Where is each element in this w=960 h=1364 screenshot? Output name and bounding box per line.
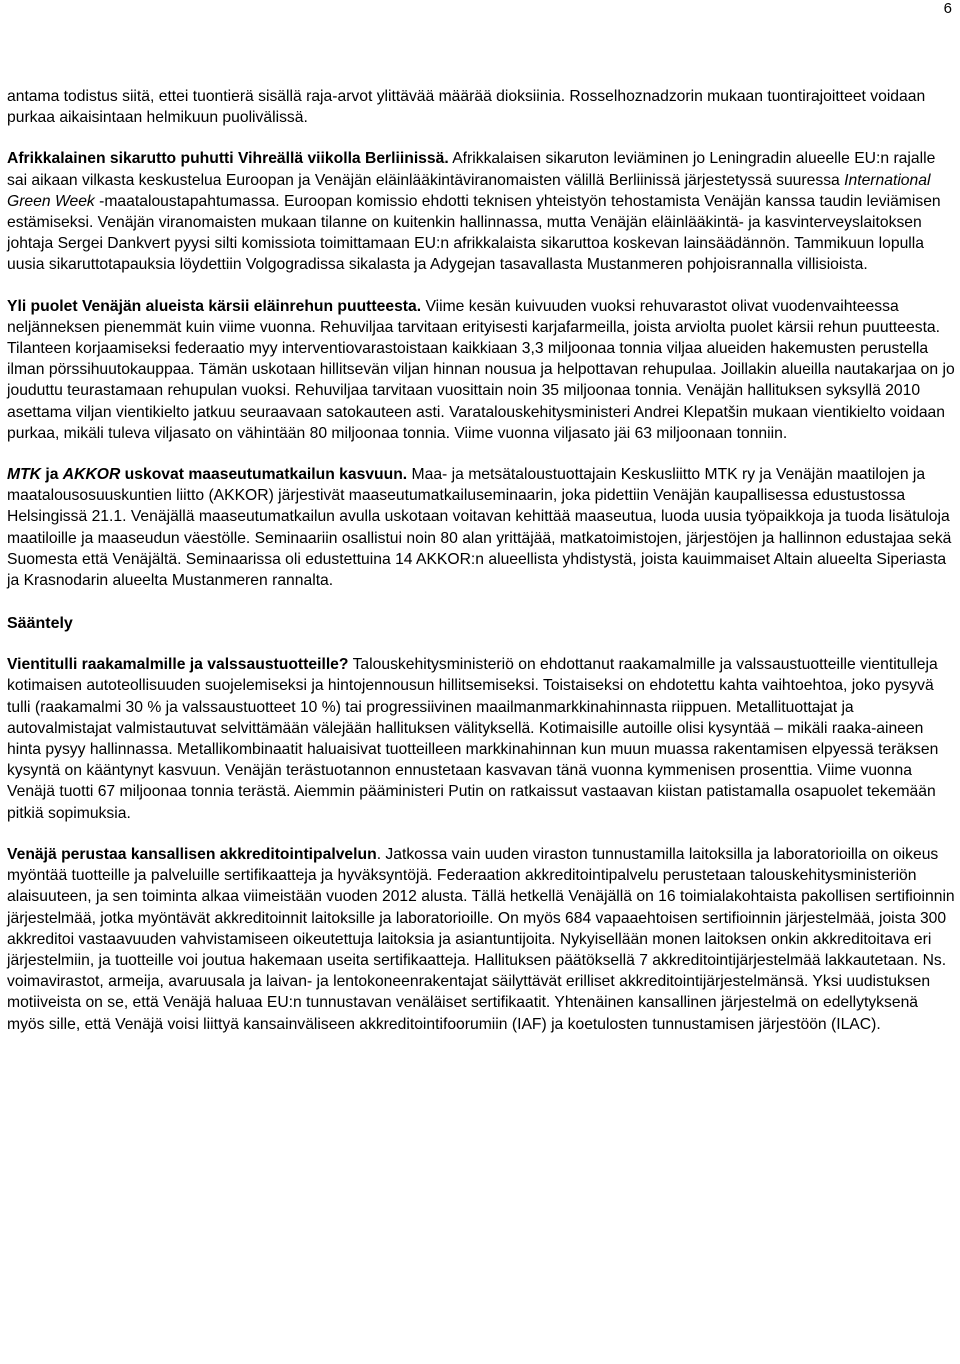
paragraph-text: -maataloustapahtumassa. Euroopan komissio ehdotti teknisen yhteistyön tehostamista Venäjän kanssa taudin leviämisen estämiseksi. Venäjän viranomaisten mukaan tilanne on kuitenkin hallinnassa, mutta Venäjän eläinlääkintä- ja kasvinterveyslaitoksen johtaja Sergei Dankvert pyysi silti komissiota toimittamaan EU:n afrikkalaista sikaruttoa koskevan lainsäädännön. Tammikuun lopulla uusia sikaruttotapauksia löydettiin Volgogradissa sikalasta ja Adygejan tasavallasta Mustanmeren pohjoisrannalla villisioista. [7, 192, 941, 274]
section-heading: Sääntely [7, 615, 73, 633]
paragraph-export-duty [7, 654, 955, 824]
paragraph-feed-shortage [7, 296, 955, 444]
event-name: International Green Week [7, 171, 931, 210]
document-body [7, 86, 955, 1035]
paragraph-heading: Yli puolet Venäjän alueista kärsii eläinrehun puutteesta. [7, 297, 422, 315]
paragraph-text: Afrikkalaisen sikaruton leviäminen jo Leningradin alueelle EU:n rajalle sai aikaan vilkasta keskustelua Euroopan ja Venäjän eläinlääkintäviranomaisten välillä Berliinissä järjestetyssä suuressa [7, 150, 936, 189]
paragraph-text: Viime kesän kuivuuden vuoksi rehuvarastot olivat vuodenvaihteessa neljänneksen pienemmät kuin viime vuonna. Rehuviljaa tarvitaan erityisesti karjafarmeilla, joista arviolta puolet kärsii rehun puutteesta. Tilanteen korjaamiseksi federaatio myy interventiovarastoistaan kaikkiaan 3,3 miljoonaa tonnia viljaa alueiden hakemusten perustella ilman pörssihuutokauppaa. Tämän uskotaan hillitsevän viljan hinnan nousua ja helpottavan rehupulaa. Joillakin alueilla nautakarjaa on jo jouduttu teurastamaan rehupulan vuoksi. Rehuviljaa tarvitaan vuosittain noin 35 miljoonaa tonnia. Venäjän hallituksen syksyllä 2010 asettama viljan vientikielto jatkuu seuraavaan satokauteen asti. Varatalouskehitysministeri Andrei Klepatšin mukaan vientikielto voidaan purkaa, mikäli tuleva viljasato on vähintään 80 miljoonaa tonnia. Viime vuonna viljasato jäi 63 miljoonaan tonniin. [7, 297, 955, 442]
org-name-mtk: MTK [7, 466, 41, 484]
paragraph-rural-tourism [7, 464, 955, 591]
paragraph-heading: Afrikkalainen sikarutto puhutti Vihreällä viikolla Berliinissä. [7, 150, 449, 168]
paragraph-text: . Jatkossa vain uuden viraston tunnustamilla laitoksilla ja laboratorioilla on oikeus myöntää tuotteille ja palveluille sertifikaatteja ja hyväksyntöjä. Federaation akkreditointipalvelu perustetaan talouskehitysministeriön alaisuuteen, ja sen toiminta alkaa viimeistään vuoden 2012 alusta. Tällä hetkellä Venäjällä on 16 toimialakohtaista pakollisen sertifioinnin järjestelmää, jotka myöntävät akkreditoinnit laitoksille ja laboratorioille. On myös 684 vapaaehtoisen sertifioinnin järjestelmää, joista 300 akkreditoi vastaavuuden vahvistamiseen oikeutettuja laitoksia ja asiantuntijoita. Nykyisellään monen laitoksen onkin akkreditoitava eri järjestelmiin, ja tuotteille voi joutua hakemaan useita sertifikaatteja. Hallituksen päätöksellä 7 akkreditointijärjestelmää lakkautetaan. Ns. voimavirastot, armeija, avaruusala ja laivan- ja lentokoneenrakentajat säilyttävät erilliset akkreditointijärjestelmänsä. Yksi uudistuksen motiiveista on se, että Venäjä haluaa EU:n tunnustavan venäläiset sertifikaatit. Yhtenäinen kansallinen järjestelmä on edellytyksenä myös sille, että Venäjä voisi liittyä kansainväliseen akkreditointifoorumiin (IAF) ja koetulosten tunnustamisen järjestöön (ILAC). [7, 845, 955, 1033]
org-name-akkor: AKKOR [62, 466, 121, 484]
paragraph-accreditation [7, 844, 955, 1035]
paragraph-heading: Venäjä perustaa kansallisen akkreditointipalvelun [7, 845, 377, 863]
paragraph-text: Maa- ja metsätaloustuottajain Keskusliitto MTK ry ja Venäjän maatilojen ja maatalousosuuskuntien liitto (AKKOR) järjestivät maaseutumatkailuseminaarin, joka pidettiin Venäjän kaupallisessa edustustossa Helsingissä 21.1. Venäjällä maaseutumatkailun avulla uskotaan voitavan kehittää maaseutua, luoda uusia työpaikkoja ja tuoda lisätuloja maatiloille ja maaseudun väestölle. Seminaariin osallistui noin 80 alan yrittäjää, matkatoimistojen, järjestöjen ja hallinnon edustajaa sekä Suomesta että Venäjältä. Seminaarissa oli edustettuina 14 AKKOR:n alueellista yhdistystä, joista kauimmaiset Altain alueelta Siperiasta ja Krasnodarin alueelta Mustanmeren rannalta. [7, 466, 952, 590]
paragraph-heading: Vientitulli raakamalmille ja valssaustuotteille? [7, 656, 349, 674]
paragraph-swine-fever [7, 148, 955, 275]
paragraph-dioxin: antama todistus siitä, ettei tuontierä sisällä raja-arvot ylittävää määrää dioksiinia. Rosselhoznadzorin mukaan tuontirajoitteet voidaan purkaa aikaisintaan helmikuun puolivälissä. [7, 88, 926, 127]
page-number: 6 [943, 0, 952, 17]
paragraph-heading: uskovat maaseutumatkailun kasvuun. [120, 466, 408, 484]
paragraph-heading: ja [40, 466, 63, 484]
paragraph-text: Talouskehitysministeriö on ehdottanut raakamalmille ja valssaustuotteille vientitulleja kotimaisen autoteollisuuden suojelemiseksi ja hintojennousun hillitsemiseksi. Toistaiseksi on ehdotettu kahta vaihtoehtoa, joko pysyvä tulli (raakamalmi 30 % ja valssaustuotteet 10 %) tai progressiivinen maailmanmarkkinahinnasta riippuen. Metallituottajat ja autovalmistajat valmistautuvat selvittämään välejään hallituksen välityksellä. Kotimaisille autoille olisi kysyntää – mikäli raaka-aineen hinta pysyy hallinnassa. Metallikombinaatit haluaisivat tuotteilleen markkinahinnan kun muun muassa rakentamisen elpyessä teräksen kysyntä on kääntynyt kasvuun. Venäjän terästuotannon ennustetaan kasvavan tänä vuonna kymmenisen prosenttia. Viime vuonna Venäjä tuotti 67 miljoonaa tonnia terästä. Aiemmin pääministeri Putin on ratkaissut vastaavan kiistan patistamalla osapuolet tekemään pitkiä sopimuksia. [7, 656, 939, 822]
